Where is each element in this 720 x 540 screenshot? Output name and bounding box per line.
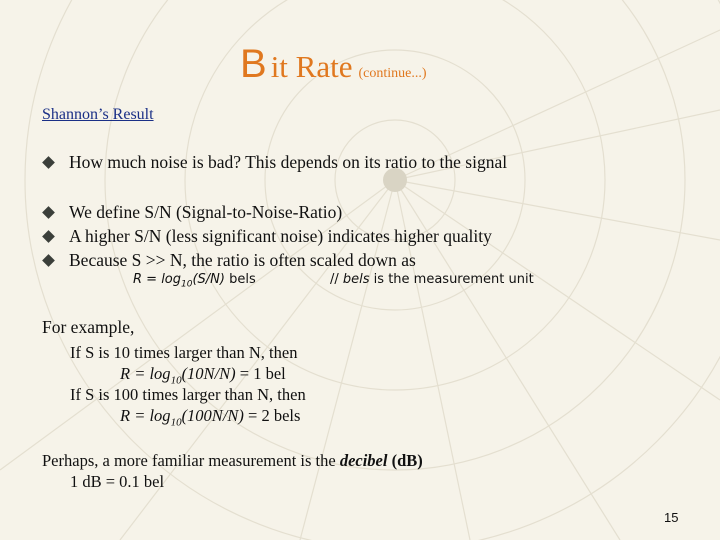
bullet-item: A higher S/N (less significant noise) indicates higher quality	[44, 226, 492, 247]
bullet-diamond-icon	[42, 207, 55, 220]
title-text: it Rate	[270, 49, 353, 84]
bullet-item: How much noise is bad? This depends on its ratio to the signal	[44, 152, 507, 173]
section-heading: Shannon’s Result	[42, 106, 154, 123]
example-equation: $R = \log_{10}(100N/N) = 2$ bels	[120, 406, 301, 429]
title-initial-letter: B	[240, 42, 267, 86]
decibel-term: decibel	[339, 451, 388, 470]
example-condition: If S is 100 times larger than N, then	[70, 385, 306, 404]
bullet-item: We define S/N (Signal-to-Noise-Ratio)	[44, 202, 342, 223]
closing-line: Perhaps, a more familiar measurement is the decibel (dB)	[42, 451, 423, 470]
page-number: 15	[664, 510, 679, 525]
example-equation: $R = \log_{10}(10N/N) = 1$ bel	[120, 364, 286, 387]
title-subtitle: (continue...)	[358, 66, 427, 81]
formula-line: $R = \log_{10}(S/N)$ bels	[133, 272, 256, 290]
bullet-diamond-icon	[42, 157, 55, 170]
example-condition: If S is 10 times larger than N, then	[70, 343, 298, 362]
bullet-diamond-icon	[42, 231, 55, 244]
formula-comment: // bels is the measurement unit	[330, 272, 534, 287]
slide-title	[240, 42, 427, 92]
bullet-item: Because S >> N, the ratio is often scaled down as	[44, 250, 416, 271]
conversion-line: 1 dB = 0.1 bel	[70, 472, 165, 491]
example-heading: For example,	[42, 317, 135, 337]
bullet-diamond-icon	[42, 255, 55, 268]
